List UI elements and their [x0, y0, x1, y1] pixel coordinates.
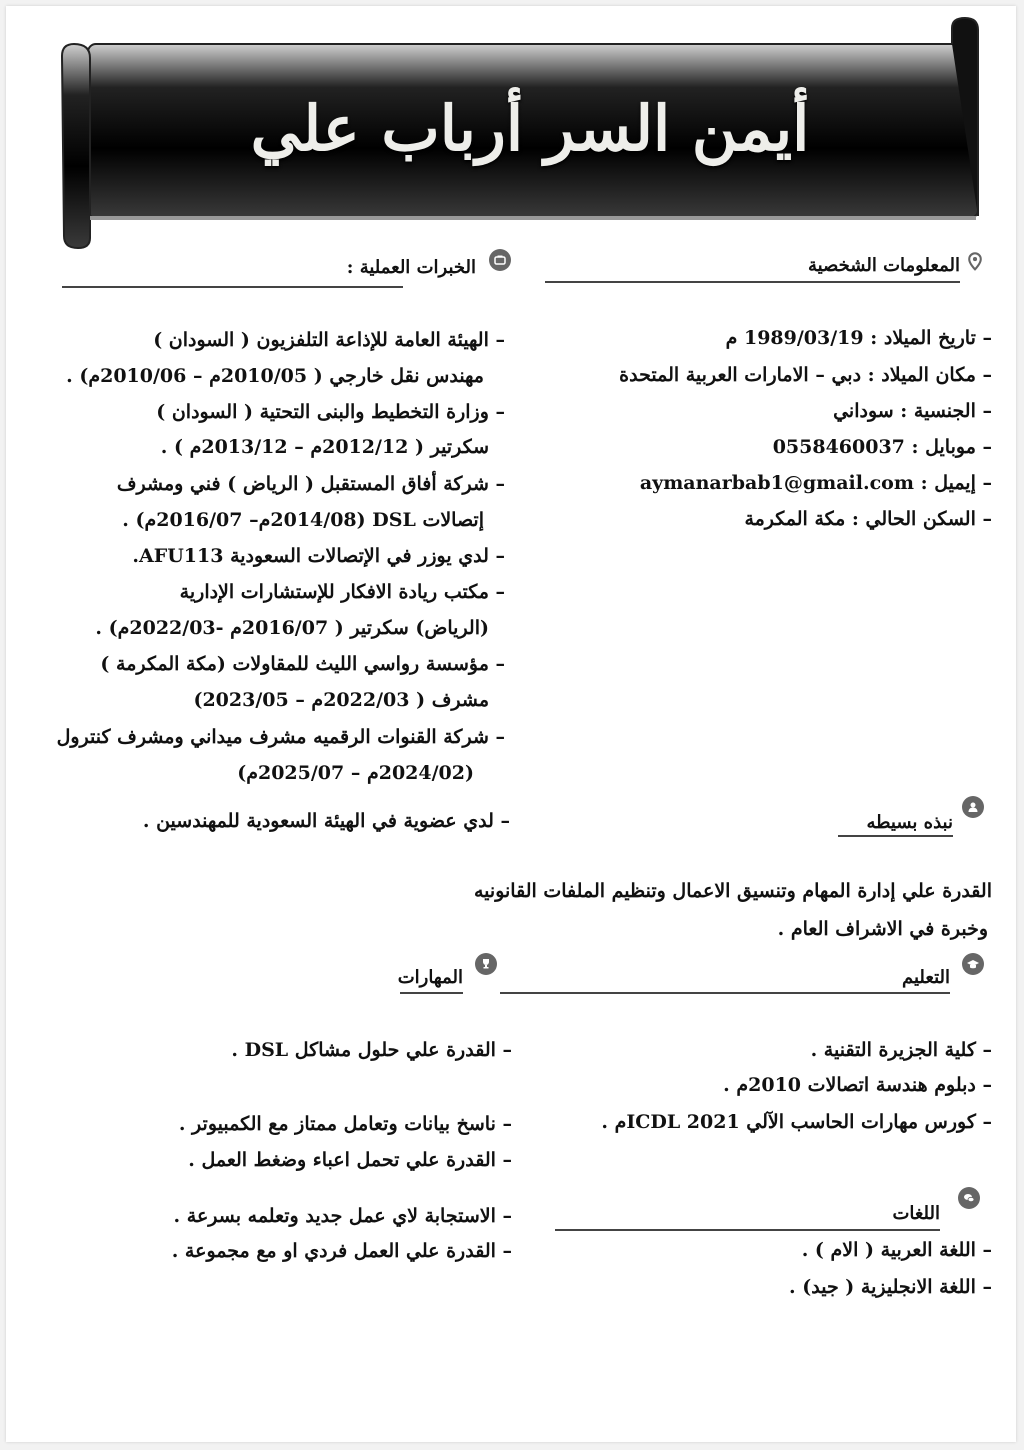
email: – إيميل : aymanarbab1@gmail.com — [639, 472, 992, 494]
candidate-name: أيمن السر أرباب علي — [250, 92, 810, 165]
summary-text: القدرة علي إدارة المهام وتنسيق الاعمال وتنظيم الملفات القانونيه — [473, 880, 992, 902]
birth-place: – مكان الميلاد : دبي – الامارات العربية المتحدة — [619, 364, 992, 386]
experience-line: – شركة القنوات الرقميه مشرف ميداني ومشرف كنترول — [56, 726, 505, 748]
education-heading: التعليم — [902, 967, 950, 988]
divider — [62, 286, 403, 288]
experience-line: – مكتب ريادة الافكار للإستشارات الإدارية — [179, 581, 505, 603]
experience-line: سكرتير ( 2012/12م – 2013/12م ) . — [160, 436, 489, 458]
experience-line: (الرياض) سكرتير ( 2016/07م -2022/03م) . — [95, 617, 489, 639]
residence: – السكن الحالي : مكة المكرمة — [744, 508, 992, 530]
nationality: – الجنسية : سوداني — [833, 400, 992, 422]
chat-bubbles-icon — [958, 1187, 980, 1209]
experience-line: – لدي عضوية في الهيئة السعودية للمهندسين . — [142, 810, 510, 832]
experience-line: – شركة أفاق المستقبل ( الرياض ) فني ومشرف — [116, 473, 505, 495]
experience-line: – الهيئة العامة للإذاعة التلفزيون ( السودان ) — [153, 329, 505, 351]
skill-item: – الاستجابة لاي عمل جديد وتعلمه بسرعة . — [173, 1205, 512, 1227]
divider — [500, 992, 950, 994]
language-item: – اللغة العربية ( الام ) . — [801, 1239, 992, 1261]
skills-heading: المهارات — [397, 967, 463, 988]
summary-text: وخبرة في الاشراف العام . — [777, 918, 988, 940]
experience-line: (2024/02م – 2025/07م) — [237, 762, 474, 784]
birth-date: – تاريخ الميلاد : 1989/03/19 م — [725, 327, 992, 349]
divider — [545, 281, 960, 283]
skill-item: – ناسخ بيانات وتعامل ممتاز مع الكمبيوتر . — [178, 1113, 512, 1135]
education-item: – دبلوم هندسة اتصالات 2010م . — [723, 1074, 992, 1096]
divider — [400, 992, 463, 994]
briefcase-icon — [489, 249, 511, 271]
skill-item: – القدرة علي العمل فردي او مع مجموعة . — [171, 1240, 512, 1262]
experience-line: – لدي يوزر في الإتصالات السعودية AFU113. — [132, 545, 505, 567]
experience-heading: الخبرات العملية : — [346, 257, 476, 278]
user-icon — [962, 796, 984, 818]
experience-line: – وزارة التخطيط والبنى التحتية ( السودان ) — [156, 401, 505, 423]
experience-line: إتصالات DSL (2014/08م– 2016/07م) . — [122, 509, 484, 531]
language-item: – اللغة الانجليزية ( جيد) . — [789, 1276, 992, 1298]
graduation-cap-icon — [962, 953, 984, 975]
summary-heading: نبذه بسيطه — [866, 812, 953, 833]
experience-line: مهندس نقل خارجي ( 2010/05م – 2010/06م) . — [66, 365, 484, 387]
personal-info-heading: المعلومات الشخصية — [807, 255, 960, 276]
skill-item: – القدرة علي حلول مشاكل DSL . — [231, 1039, 512, 1061]
education-item: – كلية الجزيرة التقنية . — [810, 1039, 992, 1061]
divider — [838, 835, 953, 837]
experience-line: – مؤسسة رواسي الليث للمقاولات (مكة المكرمة ) — [100, 653, 505, 675]
mobile: – موبايل : 0558460037 — [772, 436, 992, 458]
education-item: – كورس مهارات الحاسب الآلي ICDL 2021م . — [601, 1111, 992, 1133]
experience-line: مشرف ( 2022/03م – 2023/05) — [193, 689, 489, 711]
location-pin-icon — [964, 250, 986, 272]
languages-heading: اللغات — [892, 1203, 940, 1224]
trophy-icon — [475, 953, 497, 975]
skill-item: – القدرة علي تحمل اعباء وضغط العمل . — [188, 1149, 512, 1171]
divider — [555, 1229, 940, 1231]
